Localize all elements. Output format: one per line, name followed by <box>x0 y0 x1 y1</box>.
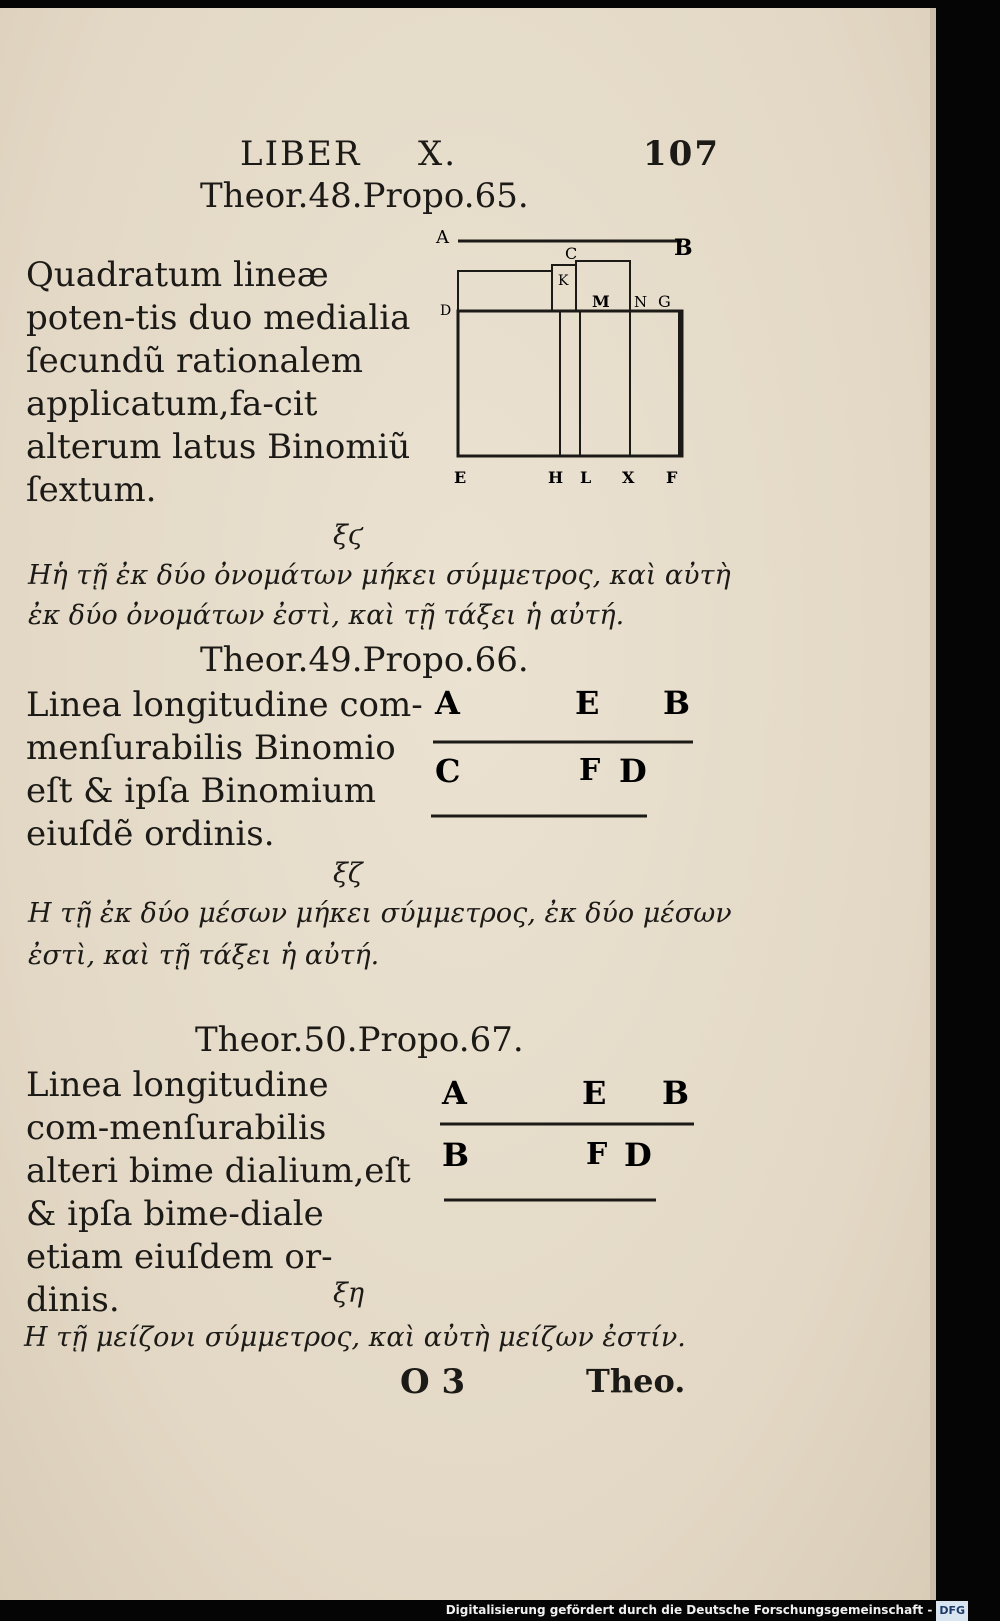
fig2-label-c: C <box>435 752 461 790</box>
fig1-label-x: X <box>622 468 635 487</box>
page-number: 107 <box>643 134 720 174</box>
section2-latin-text: Linea longitudine com-menſurabilis Binomio eſt & ipſa Binomium eiuſdẽ ordinis. <box>26 685 423 854</box>
fig1-label-m: M <box>592 292 610 311</box>
catchword: Theo. <box>586 1362 686 1400</box>
rect-top-left <box>458 271 552 311</box>
section1-figure <box>430 223 710 503</box>
footer-text: Digitalisierung gefördert durch die Deutsche Forschungsgemeinschaft - <box>445 1603 933 1617</box>
fig1-label-l: L <box>580 468 592 487</box>
rect-main <box>458 311 682 456</box>
fig3-label-b2: B <box>442 1136 470 1174</box>
section2-greek-line2: ἐστὶ, καὶ τῇ τάξει ἡ αὐτή. <box>28 940 380 971</box>
fig1-label-e: E <box>454 468 467 487</box>
fig1-label-g: G <box>658 292 671 311</box>
fig3-label-e: E <box>582 1074 607 1112</box>
fig1-label-f: F <box>666 468 678 487</box>
section1-latin-text: Quadratum lineæ poten-tis duo medialia ſecundũ rationalem applicatum,fa-cit alterum latus Binomiũ ſextum. <box>26 255 411 510</box>
fig3-label-d: D <box>624 1136 652 1174</box>
fig1-label-h: H <box>548 468 564 487</box>
section1-greek-number: ξϛ <box>333 520 363 551</box>
fig2-label-d: D <box>619 752 647 790</box>
fig1-label-a: A <box>436 227 449 248</box>
running-head-book: X. <box>418 134 458 174</box>
book-page <box>0 8 936 1600</box>
digitization-footer <box>0 1600 1000 1620</box>
fig3-label-a: A <box>442 1074 467 1112</box>
section2-heading: Theor.49.Propo.66. <box>200 640 529 680</box>
section3-figure <box>432 1070 707 1220</box>
fig2-label-a: A <box>435 684 460 722</box>
fig2-label-f: F <box>579 753 601 788</box>
fig1-label-b: B <box>674 235 693 261</box>
fig2-label-e: E <box>575 684 600 722</box>
section2-greek-line1: Η τῇ ἐκ δύο μέσων μήκει σύμμετρος, ἐκ δύο μέσων <box>28 898 732 929</box>
fig3-label-f: F <box>586 1137 608 1172</box>
section2-figure <box>425 680 700 830</box>
section1-greek-line1: Ηἡ τῇ ἐκ δύο ὀνομάτων μήκει σύμμετρος, καὶ αὐτὴ <box>28 560 731 591</box>
fig2-label-b: B <box>663 684 691 722</box>
section3-heading: Theor.50.Propo.67. <box>195 1020 524 1060</box>
fig3-label-b: B <box>662 1074 690 1112</box>
section2-greek-number: ξζ <box>333 858 363 889</box>
section3-greek-line1: Η τῇ μείζονι σύμμετρος, καὶ αὐτὴ μείζων ἐστίν. <box>24 1322 686 1353</box>
section1-greek-line2: ἐκ δύο ὀνομάτων ἐστὶ, καὶ τῇ τάξει ἡ αὐτή. <box>28 600 625 631</box>
running-head-title: LIBER <box>240 134 362 174</box>
section3-greek-number: ξη <box>333 1278 365 1309</box>
section3-latin-text: Linea longitudine com-menſurabilis alteri bime dialium,eſt & ipſa bime-diale etiam eiuſdem or-dinis. <box>26 1065 411 1320</box>
signature-mark: O 3 <box>400 1362 466 1402</box>
fig1-label-d: D <box>440 303 452 319</box>
dfg-badge: DFG <box>936 1601 968 1621</box>
section1-heading: Theor.48.Propo.65. <box>200 176 529 216</box>
fig1-label-c: C <box>565 244 578 263</box>
fig1-label-n: N <box>634 293 648 311</box>
fig1-label-k: K <box>558 273 569 289</box>
